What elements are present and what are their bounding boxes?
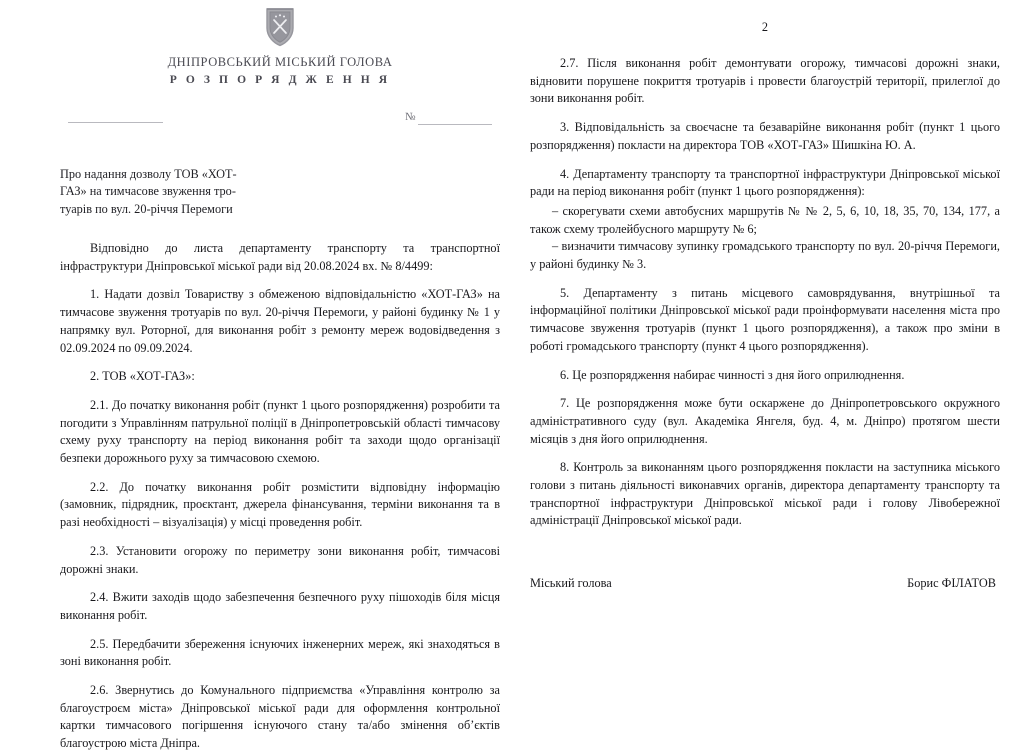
paragraph-item-1: 1. Надати дозвіл Товариству з обмеженою відповідальністю «ХОТ-ГАЗ» на тимчасове звуження тротуарів по вул. 20-річчя Перемоги, у районі будинку № 1 у напрямку вул. Роторної, для виконання робіт з ремонту мереж водовідведення з 02.09.2024 по 09.09.2024. — [60, 287, 500, 355]
paragraph-item-2-1: 2.1. До початку виконання робіт (пункт 1 цього розпорядження) розробити та погодити з Управлінням патрульної поліції в Дніпропетровській області тимчасову схему руху транспорту на період виконання робіт та заходи щодо організації безпеки дорожнього руху за тимчасовою схемою. — [60, 397, 500, 466]
paragraph-item-7: 7. Це розпорядження може бути оскаржене до Дніпропетровського окружного адміністративного суду (вул. Академіка Янгеля, буд. 4, м. Дніпро) протягом шести місяців з дня його оприлюднення. — [530, 396, 1000, 446]
letterhead — [60, 0, 500, 86]
document-body-left — [60, 240, 500, 753]
page-number: 2 — [761, 20, 769, 34]
signatory-position: Міський голова — [530, 576, 612, 591]
paragraph-item-2-4: 2.4. Вжити заходів щодо забезпечення безпечного руху пішоходів біля місця виконання робіт. — [60, 590, 500, 622]
paragraph-item-2-7: 2.7. Після виконання робіт демонтувати огорожу, тимчасові дорожні знаки, відновити порушене покриття тротуарів і провести благоустрій території, прилеглої до зони виконання робіт. — [530, 56, 1000, 106]
paragraph-item-2-2: 2.2. До початку виконання робіт розмістити відповідну інформацію (замовник, підрядник, проєктант, джерела фінансування, терміни виконання та в разі необхідності – візуалізація) у місці проведення робіт. — [60, 479, 500, 530]
document-body-right — [530, 55, 1000, 530]
paragraph-item-4: 4. Департаменту транспорту та транспортної інфраструктури Дніпровської міської ради на період виконання робіт (пункт 1 цього розпорядження): — [530, 166, 1000, 199]
number-blank-line[interactable] — [418, 113, 492, 125]
paragraph-item-2: 2. ТОВ «ХОТ-ГАЗ»: — [90, 369, 195, 384]
date-and-number-rules — [60, 100, 500, 144]
signatory-name: Борис ФІЛАТОВ — [907, 576, 996, 591]
paragraph-item-3: 3. Відповідальність за своєчасне та безаварійне виконання робіт (пункт 1 цього розпорядження) покласти на директора ТОВ «ХОТ-ГАЗ» Шишкіна Ю. А. — [530, 120, 1000, 152]
paragraph-item-2-3: 2.3. Установити огорожу по периметру зони виконання робіт, тимчасові дорожні знаки. — [60, 543, 500, 576]
coat-of-arms-shield-icon — [263, 6, 297, 48]
organization-title: ДНІПРОВСЬКИЙ МІСЬКИЙ ГОЛОВА — [167, 55, 393, 69]
date-blank-line[interactable] — [68, 122, 163, 123]
signature-block — [530, 576, 1000, 591]
subject-line-2: ГАЗ» на тимчасове звуження тро- — [60, 184, 236, 199]
document-number-field[interactable] — [405, 112, 492, 125]
subject-line-1: Про надання дозволу ТОВ «ХОТ- — [60, 166, 237, 181]
document-subject — [60, 166, 320, 218]
paragraph-item-2-6: 2.6. Звернутись до Комунального підприємства «Управління контролю за благоустроєм міста» Дніпровської міської ради для оформлення контрольної картки тимчасового погіршення існуючого стану та/або змінення об’єктів благоустрою міста Дніпра. — [60, 683, 500, 751]
subject-line-3: туарів по вул. 20-річчя Перемоги — [60, 201, 233, 216]
paragraph-item-4-dash-2: – визначити тимчасову зупинку громадського транспорту по вул. 20-річчя Перемоги, у районі будинку № 3. — [530, 239, 1000, 272]
document-kind-title: Р О З П О Р Я Д Ж Е Н Н Я — [169, 73, 391, 86]
paragraph-preamble: Відповідно до листа департаменту транспорту та транспортної інфраструктури Дніпровської міської ради від 20.08.2024 вх. № 8/4499: — [60, 240, 500, 273]
paragraph-item-2-5: 2.5. Передбачити збереження існуючих інженерних мереж, які знаходяться в зоні виконання робіт. — [60, 636, 500, 669]
paragraph-item-8: 8. Контроль за виконанням цього розпорядження покласти на заступника міського голови з питань діяльності виконавчих органів, директора департаменту транспорту та транспортної інфраструктури Дніпровської міської ради і голову Лівобережної адміністрації Дніпровської міської ради. — [530, 460, 1000, 528]
document-column-right — [520, 0, 1010, 720]
paragraph-item-5: 5. Департаменту з питань місцевого самоврядування, внутрішньої та інформаційної політики Дніпровської міської ради проінформувати населення міста про тимчасове звуження тротуарів (пункт 1 цього розпорядження), а також про зміни в роботі громадського транспорту (пункт 4 цього розпорядження). — [530, 285, 1000, 353]
number-sign-icon: № — [405, 110, 416, 123]
paragraph-item-4-dash-1: – скорегувати схеми автобусних маршрутів № № 2, 5, 6, 10, 18, 35, 70, 134, 177, а також схему тролейбусного маршруту № 6; — [530, 203, 1000, 236]
paragraph-item-6: 6. Це розпорядження набирає чинності з дня його оприлюднення. — [560, 367, 905, 382]
